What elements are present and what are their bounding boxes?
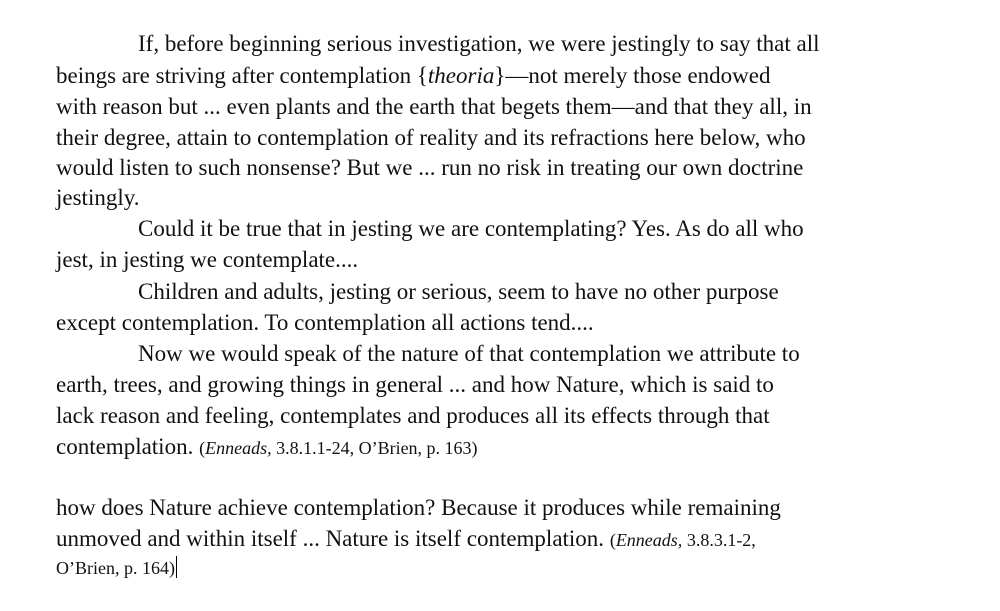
text-cursor [176,556,177,578]
citation-2-rest: 3.8.3.1-2, [682,530,756,550]
quote1-p1-line6: jestingly. [56,185,140,210]
citation-1-open: ( [199,438,206,458]
citation-2-cont: O’Brien, p. 164) [56,558,175,578]
quote1-p1-line4: their degree, attain to contemplation of reality and its refractions here below, who [56,125,806,150]
quote1-p4-line4 [56,433,478,461]
quote1-p4-line3: lack reason and feeling, contemplates and produces all its effects through that [56,403,770,428]
quote1-p4-line2: earth, trees, and growing things in general ... and how Nature, which is said to [56,372,774,397]
quote2-line3 [56,553,177,581]
quote1-p3-line1: Children and adults, jesting or serious, seem to have no other purpose [138,279,779,304]
quote1-p2-line1: Could it be true that in jesting we are contemplating? Yes. As do all who [138,216,804,241]
citation-1-work: Enneads, [205,438,272,458]
citation-1-rest: 3.8.1.1-24, O’Brien, p. 163) [271,438,478,458]
quote1-p1-line2-post: }—not merely those endowed [494,63,771,88]
theoria-term: theoria [427,63,495,88]
quote1-p2-line2: jest, in jesting we contemplate.... [56,247,359,272]
quote1-p1-line1: If, before beginning serious investigation, we were jestingly to say that all [138,31,820,56]
quote2-line2 [56,525,756,553]
quote1-p1-line2-pre: beings are striving after contemplation { [56,63,428,88]
citation-2 [610,530,756,550]
quote1-p1-line5: would listen to such nonsense? But we ... run no risk in treating our own doctrine [56,155,804,180]
citation-2-open: ( [609,530,616,550]
citation-1 [199,438,477,458]
quote1-p1-line3: with reason but ... even plants and the earth that begets them—and that they all, in [56,94,812,119]
quote1-p4-line4-text: contemplation. [56,434,194,459]
quote2-line2-text: unmoved and within itself ... Nature is itself contemplation. [56,526,605,551]
quote1-p3-line2: except contemplation. To contemplation all actions tend.... [56,310,594,335]
quote1-p4-line1: Now we would speak of the nature of that contemplation we attribute to [138,341,800,366]
quote2-line1: how does Nature achieve contemplation? Because it produces while remaining [56,495,781,520]
citation-2-work: Enneads, [615,530,683,550]
quote1-p1-line2 [56,62,770,90]
